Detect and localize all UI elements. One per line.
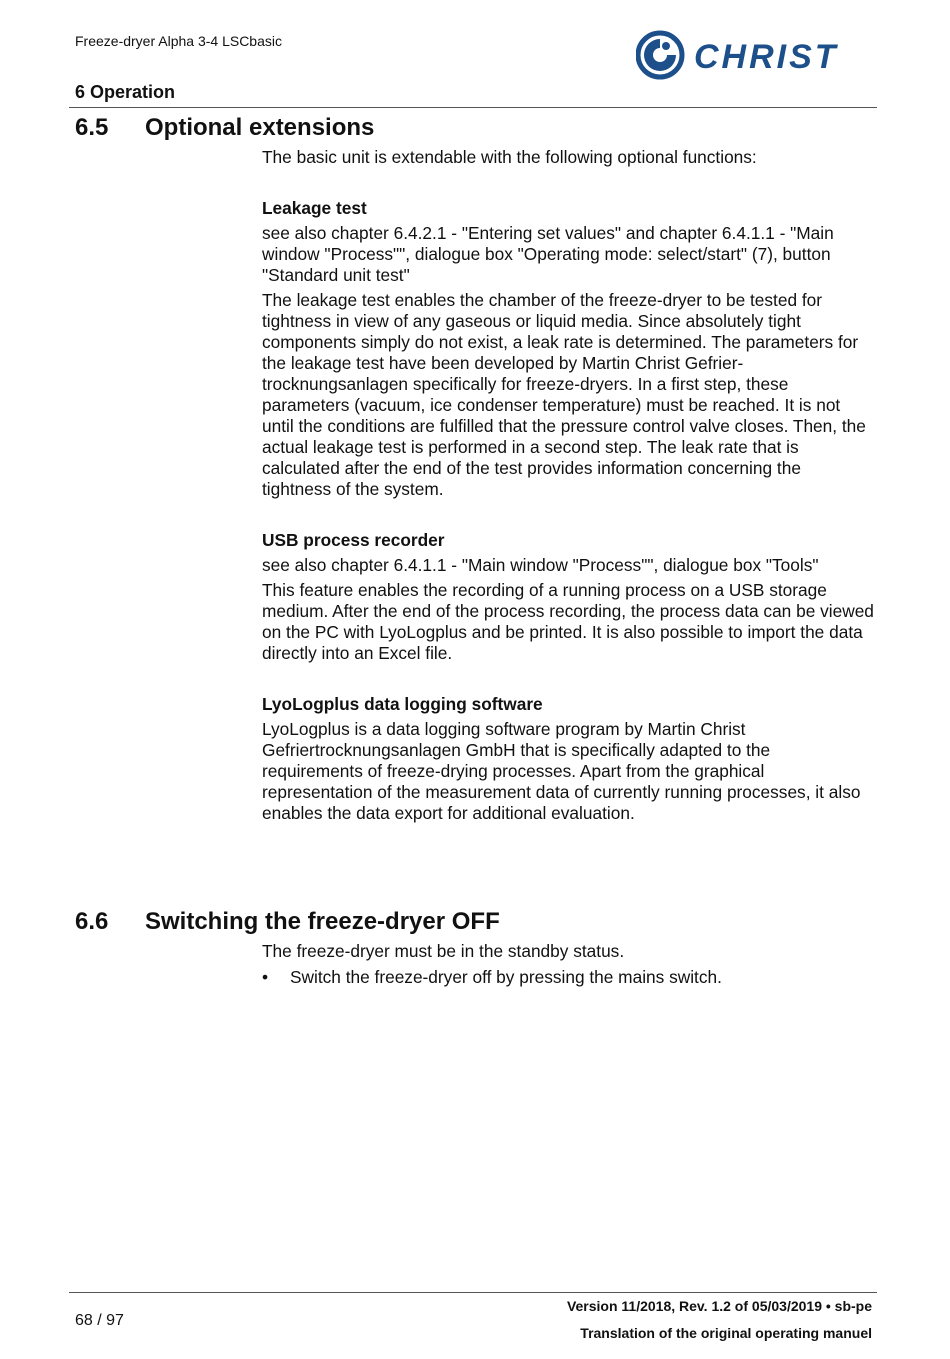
page-number: 68 / 97 xyxy=(75,1312,124,1329)
intro-text: The basic unit is extendable with the following optional functions: xyxy=(262,147,757,167)
subheading-lyologplus: LyoLogplus data logging software xyxy=(262,694,543,714)
leakage-reference: see also chapter 6.4.2.1 - "Entering set values" and chapter 6.4.1.1 - "Main window "Process"", dialogue box "Operating mode: select/start" (7), button "Standard unit test" xyxy=(262,223,834,285)
christ-logo-text: CHRIST xyxy=(694,38,839,76)
christ-logo-mark xyxy=(638,33,682,77)
subheading-leakage-test: Leakage test xyxy=(262,198,367,218)
translation-note: Translation of the original operating manuel xyxy=(580,1325,872,1341)
section-6-6-body xyxy=(262,941,874,988)
section-number: 6.6 xyxy=(75,908,109,935)
document-title: Freeze-dryer Alpha 3-4 LSCbasic xyxy=(75,33,282,49)
standby-note: The freeze-dryer must be in the standby status. xyxy=(262,941,625,961)
chapter-heading: 6 Operation xyxy=(75,82,176,102)
leakage-description: The leakage test enables the chamber of the freeze-dryer to be tested for tightness in view of any gaseous or liquid media. Since absolutely tight components simply do not exist, a leak rate is determined. The parameters for the leakage test have been developed by Martin Christ Gefrier-trocknungsanlagen specifically for freeze-dryers. In a first step, these parameters (vacuum, ice condenser temperature) must be reached. It is not until the conditions are fulfilled that the pressure control valve closes. Then, the actual leakage test is performed in a second step. The leak rate that is calculated after the end of the test provides information concerning the tightness of the system. xyxy=(262,290,866,499)
section-title: Switching the freeze-dryer OFF xyxy=(145,908,500,935)
header-divider xyxy=(69,107,877,108)
christ-logo xyxy=(636,30,876,80)
bullet-item xyxy=(262,967,874,988)
bullet-text: Switch the freeze-dryer off by pressing the mains switch. xyxy=(290,967,722,987)
subheading-usb-recorder: USB process recorder xyxy=(262,530,445,550)
section-number: 6.5 xyxy=(75,114,109,141)
usb-reference: see also chapter 6.4.1.1 - "Main window "Process"", dialogue box "Tools" xyxy=(262,555,819,575)
footer-divider xyxy=(69,1292,877,1293)
section-title: Optional extensions xyxy=(145,114,375,141)
section-6-5-body xyxy=(262,147,874,824)
bullet-icon: • xyxy=(262,967,269,987)
lyologplus-description: LyoLogplus is a data logging software program by Martin Christ Gefriertrocknungsanlagen GmbH that is specifically adapted to the requirements of freeze-drying processes. Apart from the graphical representation of the measurement data of currently running processes, it also enables the data export for additional evaluation. xyxy=(262,719,861,823)
usb-description: This feature enables the recording of a running process on a USB storage medium. After the end of the process recording, the process data can be viewed on the PC with LyoLogplus and be printed. It is also possible to import the data directly into an Excel file. xyxy=(262,580,874,663)
version-info: Version 11/2018, Rev. 1.2 of 05/03/2019 • sb-pe xyxy=(566,1298,872,1314)
